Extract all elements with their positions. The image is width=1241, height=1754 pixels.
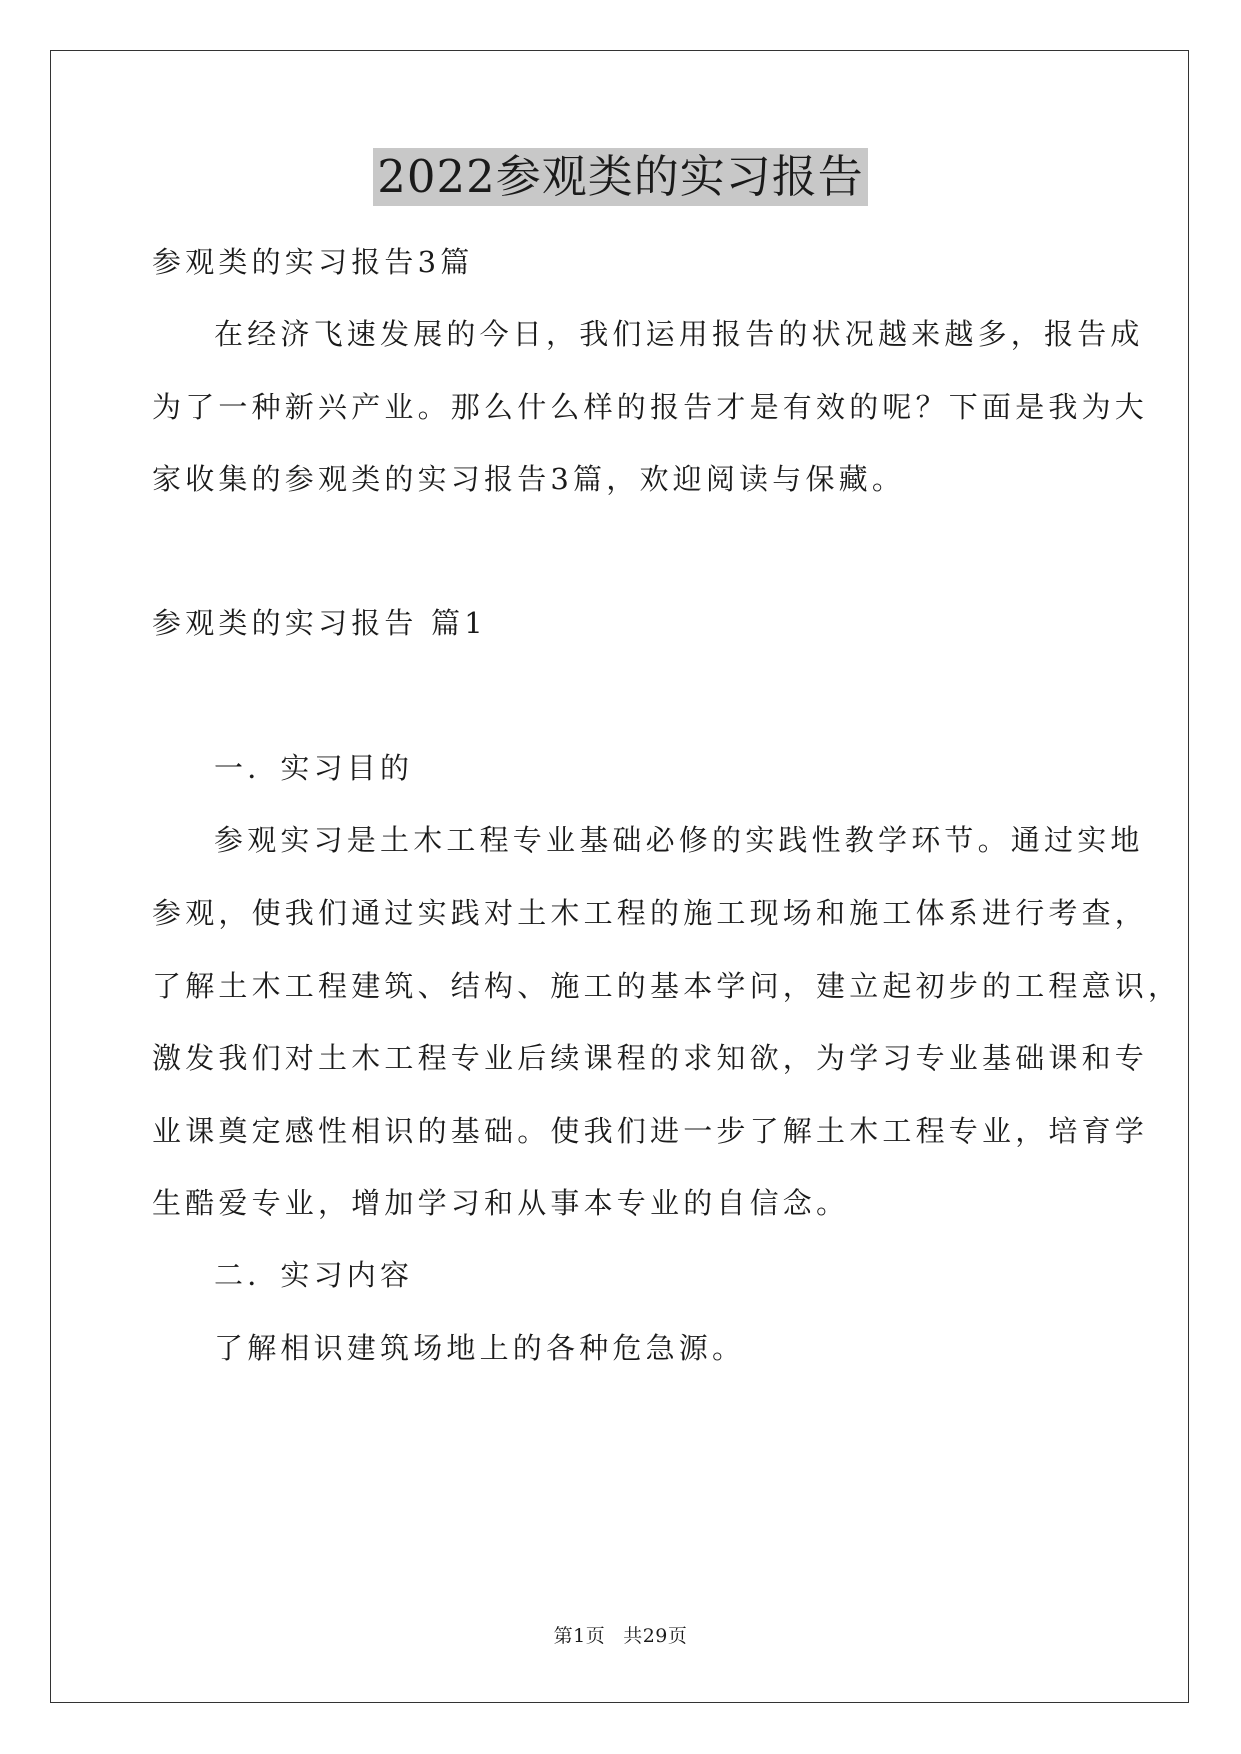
purpose-line-5: 业课奠定感性相识的基础。使我们进一步了解土木工程专业，培育学 [152, 1114, 1149, 1148]
purpose-line-4: 激发我们对土木工程专业后续课程的求知欲，为学习专业基础课和专 [152, 1041, 1149, 1075]
intro-line-2: 为了一种新兴产业。那么什么样的报告才是有效的呢？下面是我为大 [152, 390, 1149, 424]
intro-line-1: 在经济飞速发展的今日，我们运用报告的状况越来越多，报告成 [214, 317, 1144, 351]
page-number: 第1页 [553, 1625, 606, 1647]
subtitle-line: 参观类的实习报告3篇 [152, 245, 474, 279]
section-heading: 参观类的实习报告 篇1 [152, 606, 487, 640]
title-container [0, 148, 1241, 206]
purpose-line-1: 参观实习是土木工程专业基础必修的实践性教学环节。通过实地 [214, 823, 1144, 857]
page-total: 共29页 [623, 1625, 688, 1647]
document-title: 2022参观类的实习报告 [373, 148, 868, 206]
purpose-line-2: 参观，使我们通过实践对土木工程的施工现场和施工体系进行考查， [152, 896, 1149, 930]
purpose-line-3: 了解土木工程建筑、结构、施工的基本学问，建立起初步的工程意识， [152, 969, 1182, 1003]
purpose-line-6: 生酷爱专业，增加学习和从事本专业的自信念。 [152, 1186, 850, 1220]
page-border [50, 50, 1189, 1703]
content-line-1: 了解相识建筑场地上的各种危急源。 [214, 1331, 746, 1365]
heading-purpose: 一．实习目的 [214, 751, 414, 785]
intro-line-3: 家收集的参观类的实习报告3篇，欢迎阅读与保藏。 [152, 462, 906, 496]
heading-content: 二．实习内容 [214, 1258, 414, 1292]
page-footer [0, 1624, 1241, 1648]
